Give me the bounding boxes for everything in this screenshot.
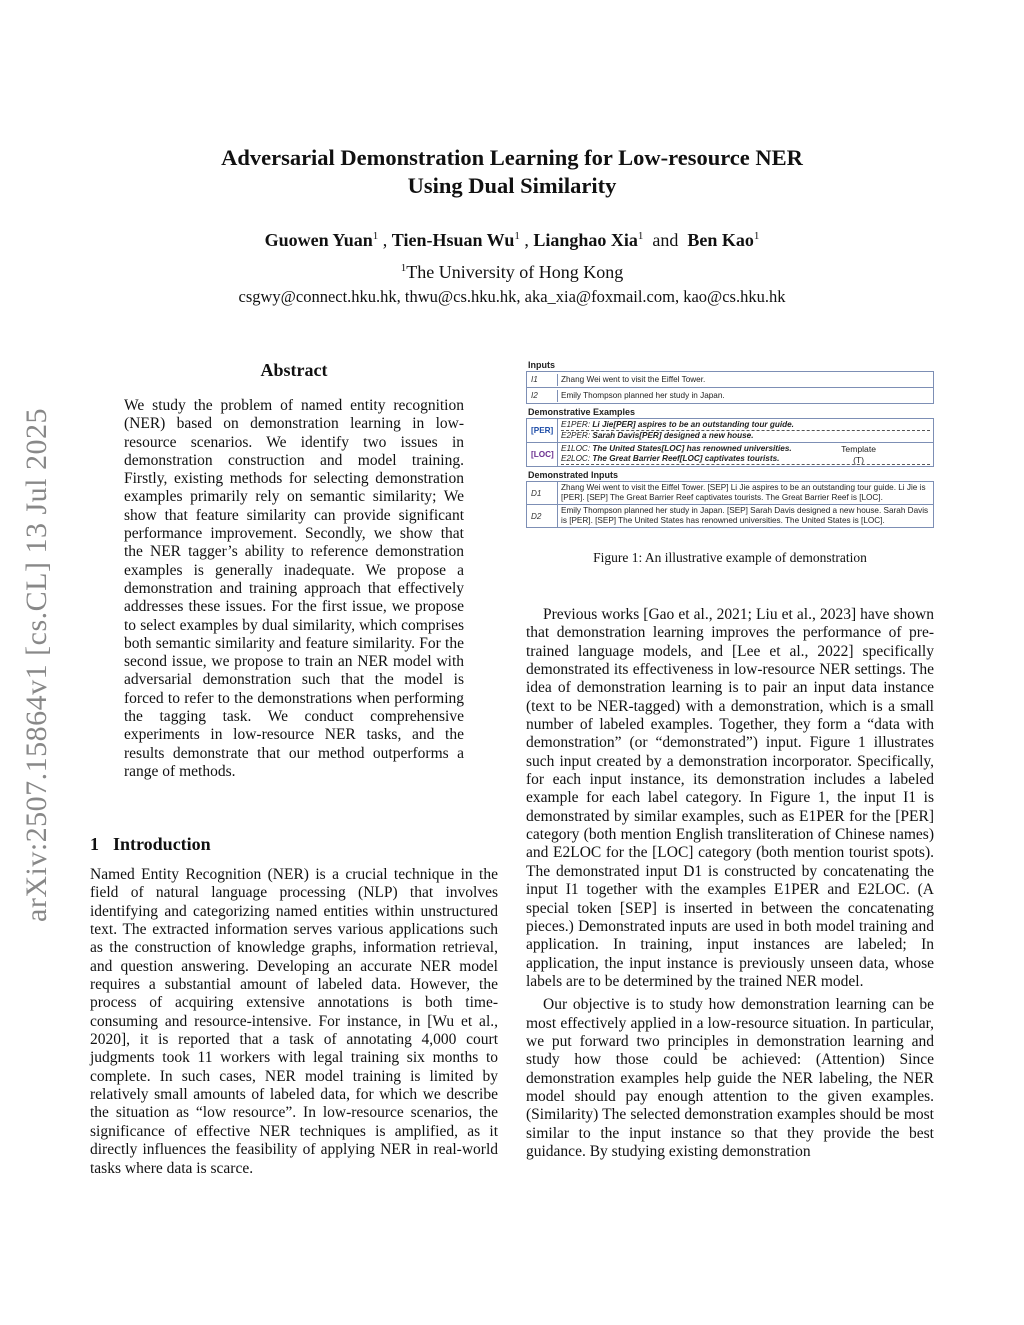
author-affil-mark: 1	[753, 230, 760, 242]
affiliation	[0, 262, 1024, 283]
example-text: Sarah Davis[PER] designed a new house.	[592, 431, 754, 440]
title-line-1: Adversarial Demonstration Learning for Low-resource NER	[221, 145, 803, 170]
introduction-text: Named Entity Recognition (NER) is a crucial technique in the field of natural language processing (NLP) that involves identifying and categorizing named entities within unstructured text. The extracted information serves various applications such as the construction of knowledge graphs, information retrieval, and question answering. Developing an accurate NER model requires a substantial amount of labeled data. However, the process of acquiring extensive annotations is both time-consuming and resource-intensive. For instance, in [Wu et al., 2020], it is reported that a task of annotating 4,000 court judgments took 11 workers with legal training six months to complete. In such cases, NER model training is limited by relatively small amounts of labeled data, for which we describe the situation as “low resource”. In low-resource scenarios, the significance of effective NER techniques is amplified, as it directly influences the feasibility of applying NER in real-world tasks where data is scarce.	[90, 866, 498, 1177]
email-list: csgwy@connect.hku.hk, thwu@cs.hku.hk, aka_xia@foxmail.com, kao@cs.hku.hk	[238, 287, 786, 306]
affiliation-mark: 1	[400, 262, 407, 274]
loc-examples	[557, 443, 933, 466]
paragraph: Previous works [Gao et al., 2021; Liu et al., 2023] have shown that demonstration learning improves the performance of pre-trained language models, and [Lee et al., 2022] specifically demonstrated its effectiveness in low-resource NER settings. The idea of demonstration learning is to pair an input data instance (text to be NER-tagged) with a demonstration, which is a small number of labeled examples. Together, they form a “data with demonstration” (or “demonstrated”) input. Figure 1 illustrates such input created by a demonstration incorporator. Specifically, for each input instance, its demonstration includes a labeled example for each label category. In Figure 1, the input I1 is demonstrated by similar examples, such as E1PER for the [PER] category (both mention English transliteration of Chinese names) and E2LOC for the [LOC] category (both mention tourist spots). The demonstrated input D1 is constructed by concatenating the input I1 together with the examples E1PER and E2LOC. (A special token [SEP] is inserted in between the concatenating pieces.) Demonstrated inputs are used in both model training and application. In training, input instances are labeled; In application, the input instance is previously unseen data, whose labels are to be determined by the trained NER model.	[526, 606, 934, 990]
abstract-body	[124, 397, 464, 781]
example-key: E1PER:	[561, 420, 591, 429]
demo-example	[561, 431, 930, 441]
author-affil-mark: 1	[514, 230, 520, 242]
figure-inputs-label: Inputs	[528, 360, 555, 370]
introduction-body	[90, 866, 498, 1178]
figure-inputs-table	[526, 371, 934, 404]
section-number: 1	[90, 834, 99, 854]
figure-demonstrated-row	[527, 504, 933, 527]
template-label	[841, 444, 876, 466]
demo-example	[561, 420, 930, 431]
paragraph: Our objective is to study how demonstration learning can be most effectively applied in a low-resource situation. In particular, we put forward two principles in demonstration learning and study how those could be achieved: (Attention) Since demonstration examples help guide the NER labeling, the NER model should pay enough attention to the given examples. (Similarity) The selected demonstration examples should be most similar to the input instance so that they provide the best guidance. By studying existing demonstration	[526, 996, 934, 1160]
title-line-2: Using Dual Similarity	[407, 173, 617, 198]
demonstrated-key: D1	[531, 488, 542, 498]
arxiv-identifier-text: arXiv:2507.15864v1 [cs.CL] 13 Jul 2025	[20, 408, 53, 922]
input-key: I2	[531, 391, 538, 400]
example-text: Li Jie[PER] aspires to be an outstanding tour guide.	[592, 420, 794, 429]
loc-tag: [LOC]	[531, 450, 554, 459]
per-tag: [PER]	[531, 426, 554, 435]
figure-input-row	[527, 372, 933, 387]
figure-demo-label: Demonstrative Examples	[528, 407, 636, 417]
abstract-text: We study the problem of named entity recognition (NER) based on demonstration learning in low-resource scenarios. We identify two issues in demonstration construction and model training. Firstly, existing methods for selecting demonstration examples primarily rely on semantic similarity; We show that feature similarity can provide significant performance improvement. Secondly, we show that the NER tagger’s ability to reference demonstration examples is generally inadequate. We propose a demonstration and training approach that effectively addresses these issues. For the first issue, we propose to select examples by dual similarity, which comprises both semantic similarity and feature similarity. For the second issue, we propose to train an NER model with adversarial demonstration such that the model is forced to refer to the demonstrations when performing the tagging task. We conduct comprehensive experiments in low-resource NER tasks, and the results demonstrate that our method outperforms a range of methods.	[124, 397, 464, 780]
figure-demonstrated-label: Demonstrated Inputs	[528, 470, 619, 480]
abstract-heading: Abstract	[260, 360, 328, 380]
example-text: The Great Barrier Reef[LOC] captivates tourists.	[592, 454, 780, 463]
per-examples	[557, 419, 933, 442]
figure-demonstrated-row	[527, 482, 933, 504]
author-affil-mark: 1	[637, 230, 644, 242]
example-key: E2LOC:	[561, 454, 591, 463]
right-column-body	[526, 606, 934, 1161]
author-name: Guowen Yuan	[264, 230, 373, 250]
author-and: and	[652, 230, 679, 250]
input-text: Zhang Wei went to visit the Eiffel Tower.	[557, 374, 933, 386]
example-text: The United States[LOC] has renowned universities.	[592, 444, 792, 453]
template-symbol: (T)	[853, 455, 865, 465]
arxiv-identifier	[12, 380, 62, 950]
demonstrated-text: Zhang Wei went to visit the Eiffel Tower. [SEP] Li Jie aspires to be an outstanding tour guide. Li Jie is [PER]. [SEP] The Great Barrier Reef captivates tourists. The Great Barrier Reef is [LOC].	[557, 482, 933, 504]
figure-caption: Figure 1: An illustrative example of demonstration	[593, 550, 867, 565]
figure-demo-row-per	[527, 419, 933, 442]
author-list: Guowen Yuan$^1$ , Tien-Hsuan Wu$^1$ , Lianghao Xia$^1$ and Ben Kao$^1$	[264, 230, 760, 250]
example-key: E2PER:	[561, 431, 591, 440]
affiliation-name: The University of Hong Kong	[406, 262, 624, 282]
section-heading-introduction	[90, 834, 211, 855]
figure-input-row	[527, 387, 933, 403]
author-affil-mark: 1	[372, 230, 379, 242]
author-name: Ben Kao	[687, 230, 754, 250]
demonstrated-text: Emily Thompson planned her study in Japan. [SEP] Sarah Davis designed a new house. Sarah Davis is [PER]. [SEP] The United States has renowned universities. The United States is [LOC].	[557, 505, 933, 527]
input-key: I1	[531, 375, 538, 384]
author-name: Lianghao Xia	[533, 230, 638, 250]
example-key: E1LOC:	[561, 444, 591, 453]
author-name: Tien-Hsuan Wu	[391, 230, 515, 250]
figure-demonstrated-table	[526, 481, 934, 528]
demonstrated-key: D2	[531, 511, 542, 521]
template-label-text: Template	[841, 444, 876, 454]
input-text: Emily Thompson planned her study in Japan.	[557, 390, 933, 402]
section-title: Introduction	[113, 834, 211, 854]
figure-1	[526, 360, 934, 536]
paper-title	[0, 144, 1024, 200]
